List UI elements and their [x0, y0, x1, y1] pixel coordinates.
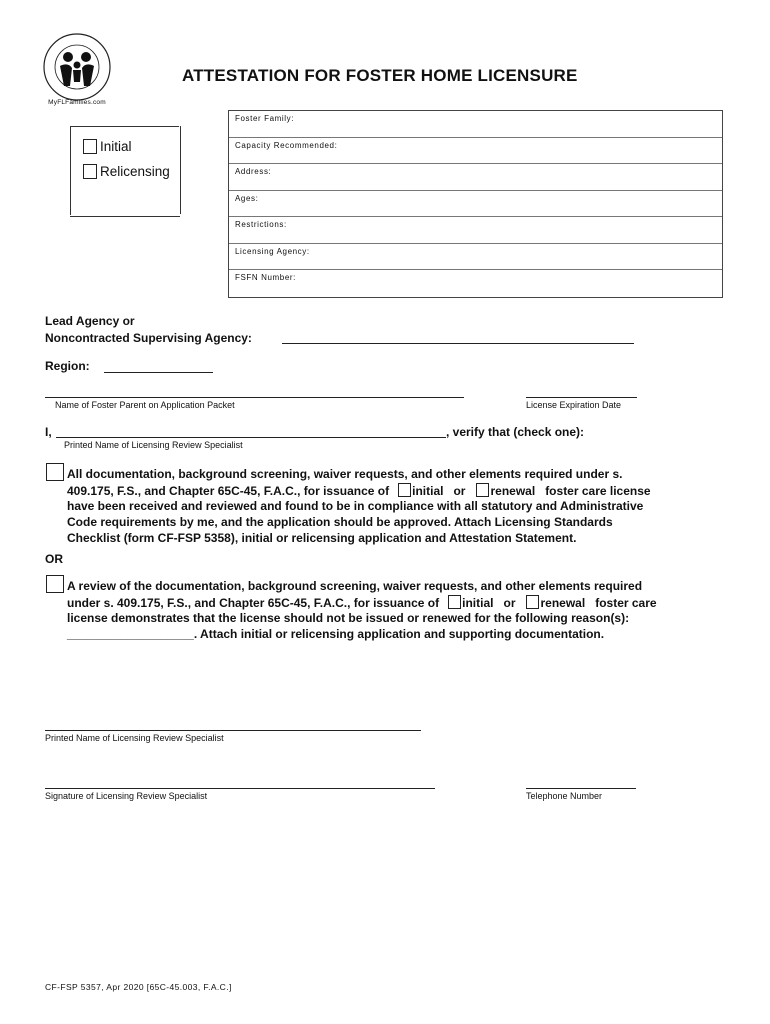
restrictions-field[interactable]: Restrictions: [229, 217, 722, 244]
signature-line[interactable] [45, 788, 435, 789]
license-type-box [70, 126, 179, 215]
expiration-date-label: License Expiration Date [526, 400, 622, 410]
foster-family-field[interactable]: Foster Family: [229, 111, 722, 138]
initial-checkbox[interactable] [83, 139, 97, 154]
option-deny-text: A review of the documentation, background screening, waiver requests, and other elements required under s. 409.175, F.S., and Chapter 65C-45, F.A.C., for issuance of initial or renewal foster care license demonstrates that the license should not be issued or renewed for the following reason(s): ___________________. Attach initial or relicensing application and supporting documentation. [67, 579, 657, 642]
page-title: ATTESTATION FOR FOSTER HOME LICENSURE [182, 66, 578, 85]
foster-parent-name-line[interactable] [45, 397, 464, 398]
option2-initial-checkbox[interactable] [448, 595, 461, 609]
licensing-agency-field[interactable]: Licensing Agency: [229, 244, 722, 271]
initial-option[interactable] [83, 139, 132, 154]
agency-label-2: Noncontracted Supervising Agency: [45, 331, 252, 345]
option1-renewal-checkbox[interactable] [476, 483, 489, 497]
fsfn-number-field[interactable]: FSFN Number: [235, 273, 296, 282]
foster-parent-name-label: Name of Foster Parent on Application Packet [55, 400, 235, 410]
expiration-date-line[interactable] [526, 397, 637, 398]
agency-label-1: Lead Agency or [45, 314, 135, 328]
option1-initial-checkbox[interactable] [398, 483, 411, 497]
ages-field[interactable]: Ages: [229, 191, 722, 218]
verify-suffix: , verify that (check one): [446, 425, 585, 439]
form-footer: CF-FSP 5357, Apr 2020 [65C-45.003, F.A.C.] [45, 982, 232, 992]
option-approve-text: All documentation, background screening, waiver requests, and other elements required under s. 409.175, F.S., and Chapter 65C-45, F.A.C., for issuance of initial or renewal foster care license have been received and reviewed and found to be in compliance with all statutory and Administrative Code requirements by me, and the application should be approved. Attach Licensing Standards Checklist (form CF-FSP 5358), initial or relicensing application and Attestation Statement. [67, 467, 651, 545]
relicensing-label: Relicensing [100, 164, 170, 179]
relicensing-checkbox[interactable] [83, 164, 97, 179]
logo-text: MyFLFamilies.com [48, 99, 106, 106]
region-input-line[interactable] [104, 372, 213, 373]
option2-renewal-checkbox[interactable] [526, 595, 539, 609]
telephone-line[interactable] [526, 788, 636, 789]
option-approve-checkbox[interactable] [46, 463, 64, 481]
specialist-name-line[interactable] [56, 437, 446, 438]
relicensing-option[interactable] [83, 164, 170, 179]
printed-name-line[interactable] [45, 730, 421, 731]
verify-prefix: I, [45, 425, 52, 439]
or-label: OR [45, 552, 63, 566]
info-fields-table [228, 110, 723, 298]
reason-blank[interactable]: ___________________ [67, 627, 194, 642]
address-field[interactable]: Address: [229, 164, 722, 191]
specialist-name-label: Printed Name of Licensing Review Specialist [64, 440, 243, 450]
initial-label: Initial [100, 139, 132, 154]
agency-input-line[interactable] [282, 343, 634, 344]
signature-label: Signature of Licensing Review Specialist [45, 791, 208, 801]
region-label: Region: [45, 359, 90, 373]
capacity-field[interactable]: Capacity Recommended: [229, 138, 722, 165]
telephone-label: Telephone Number [526, 791, 603, 801]
option-deny-checkbox[interactable] [46, 575, 64, 593]
printed-name-label: Printed Name of Licensing Review Specialist [45, 733, 224, 743]
